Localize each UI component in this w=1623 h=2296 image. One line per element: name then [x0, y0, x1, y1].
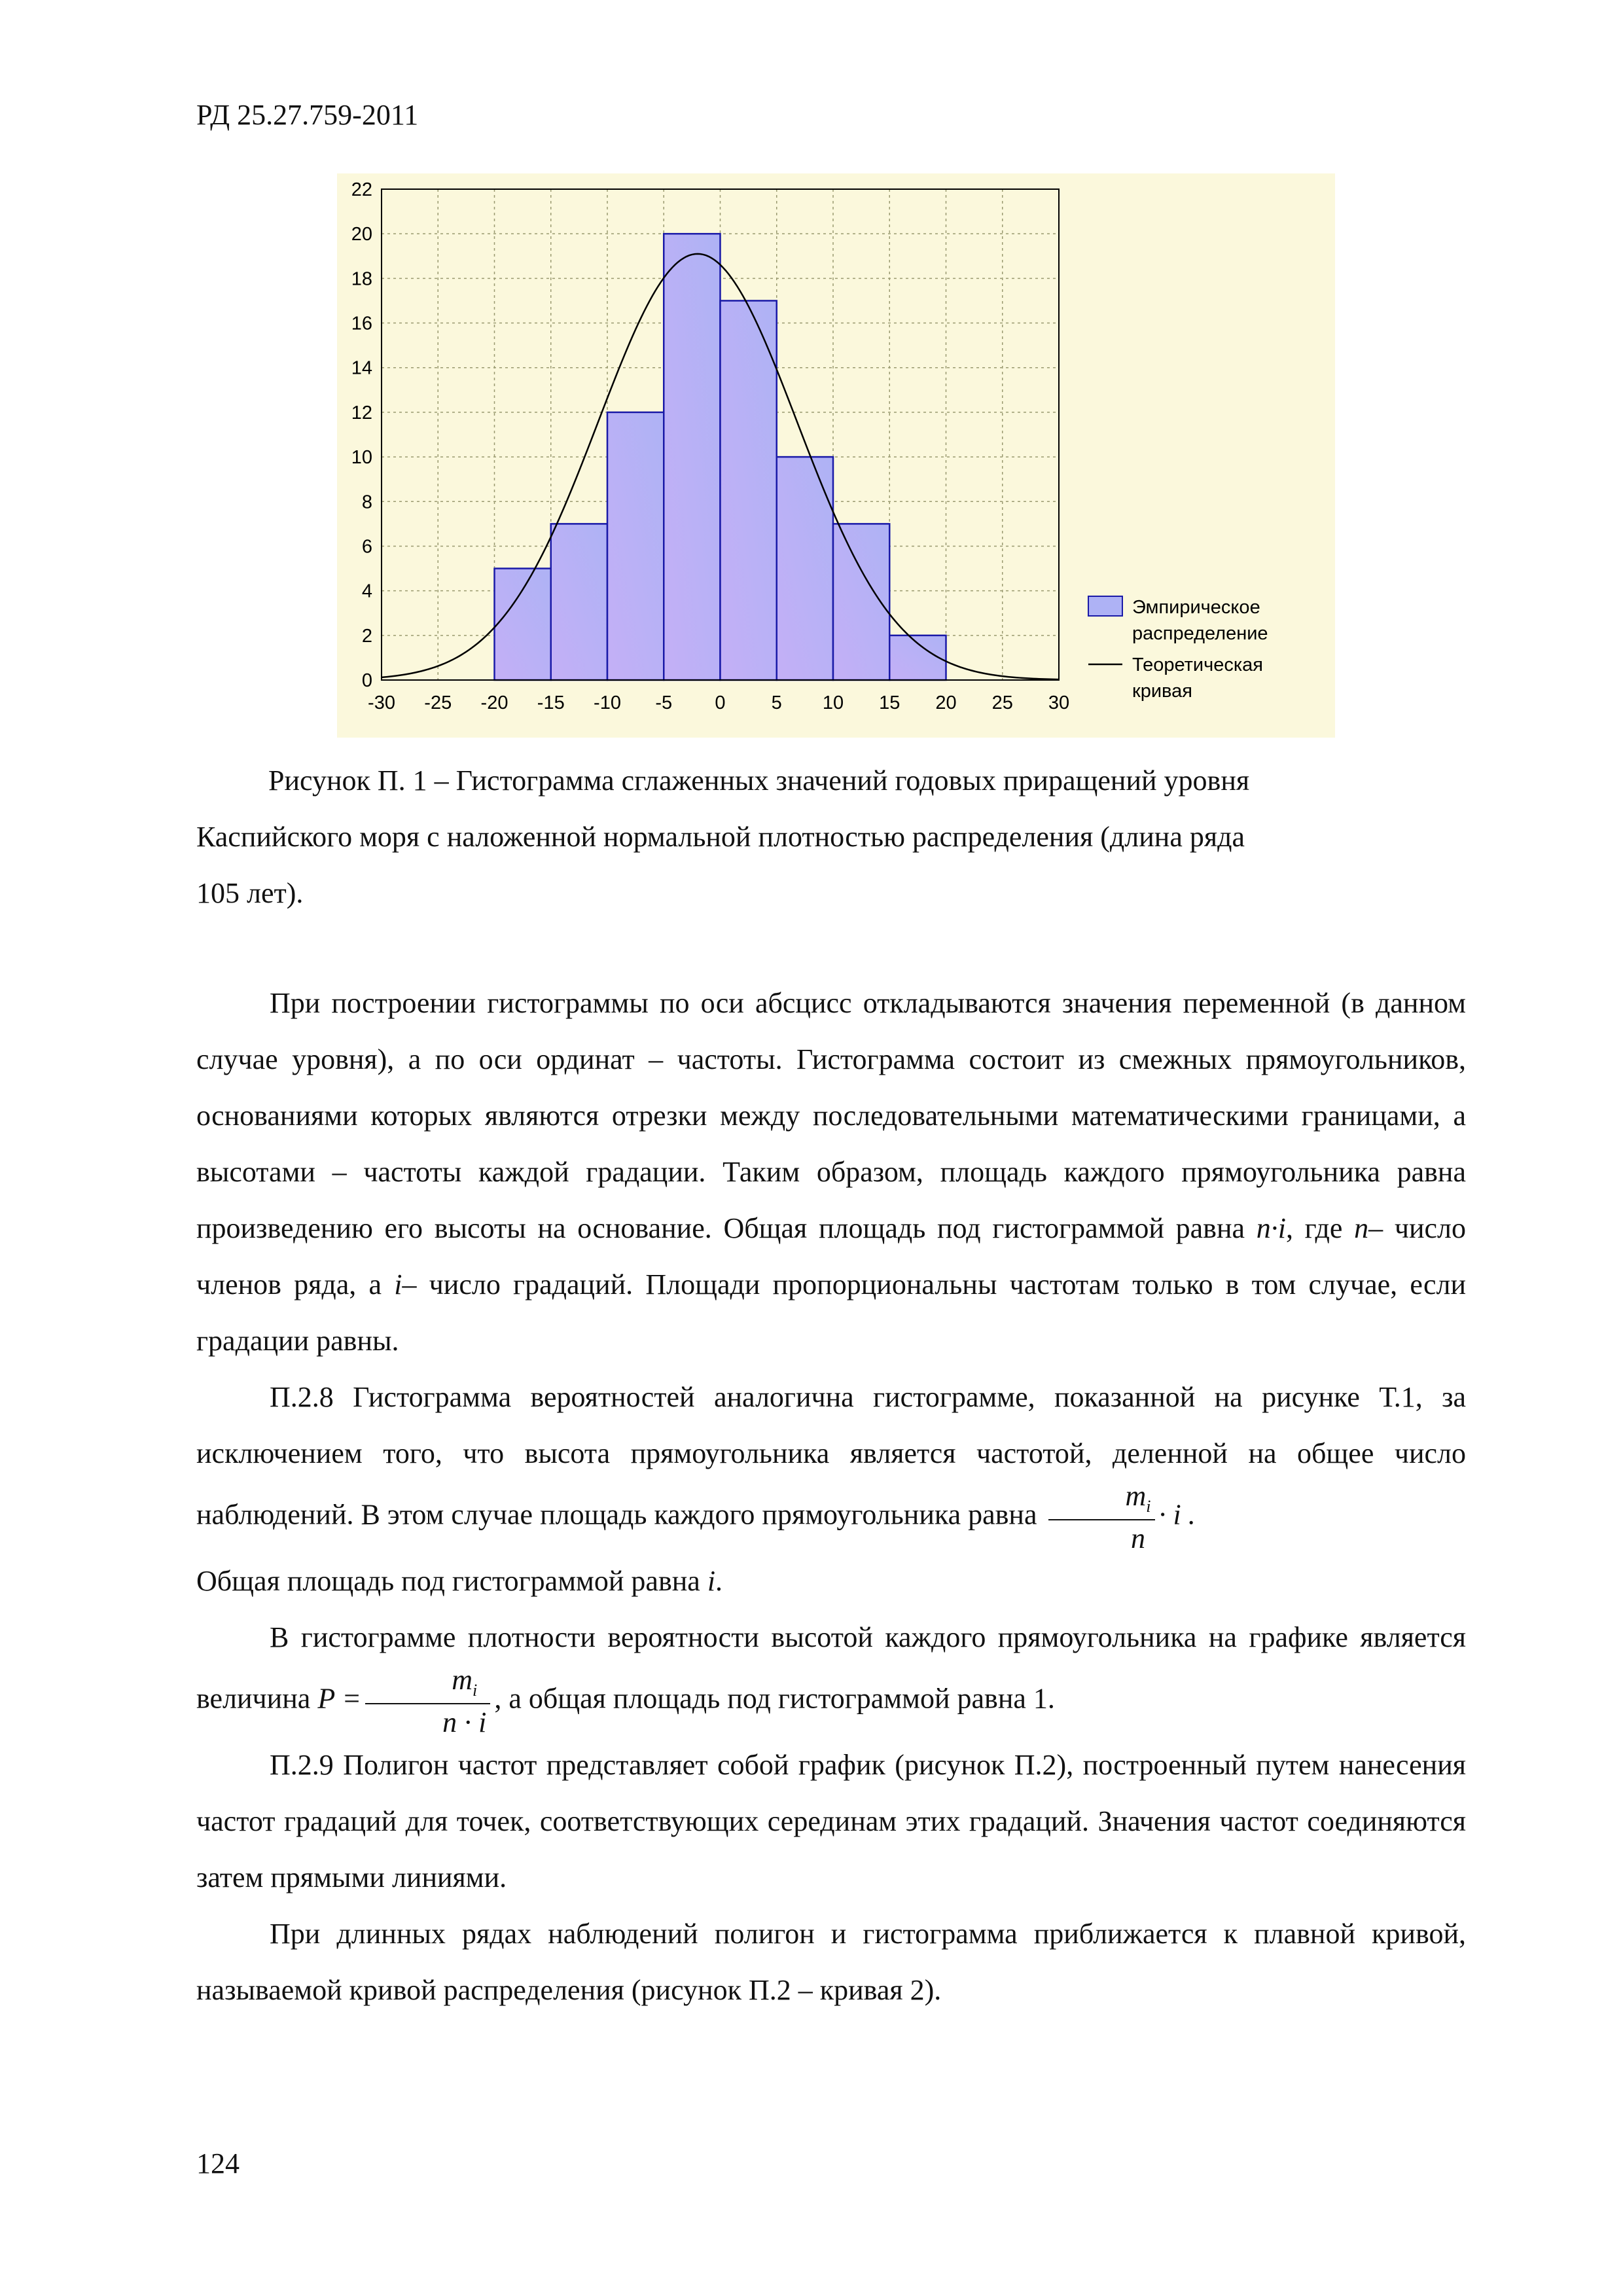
paragraph-4-end: , а общая площадь под гистограммой равна 1.	[494, 1682, 1055, 1715]
y-tick-label-11: 22	[351, 179, 372, 200]
x-tick-label-12: 30	[1048, 692, 1070, 713]
paragraph-2-tail: · i .	[1158, 1498, 1196, 1531]
frac-numerator-sub: i	[1146, 1496, 1151, 1516]
y-tick-label-0: 0	[361, 670, 372, 691]
fraction-mi-over-n	[1048, 1482, 1155, 1553]
paragraph-1-text: При построении гистограммы по оси абсцисс откладываются значения переменной (в данном случае уровня), а по оси ординат – частоты. Гистограмма состоит из смежных прямоугольников, основаниями которых являются отрезки между последовательными математическими границами, а высотами – частоты каждой градации. Таким образом, площадь каждого прямоугольника равна произведению его высоты на основание. Общая площадь под гистограммой равна	[196, 987, 1466, 1244]
document-header: РД 25.27.759-2011	[196, 99, 419, 131]
frac-numerator: m	[1125, 1480, 1147, 1512]
frac2-numerator: m	[452, 1663, 473, 1696]
legend-line-label-2: кривая	[1132, 681, 1192, 702]
paragraph-1-mid-1: , где	[1285, 1212, 1343, 1244]
y-tick-label-1: 2	[361, 625, 372, 647]
formula-p-lhs: P =	[317, 1682, 362, 1715]
x-tick-label-6: 0	[715, 692, 726, 713]
y-tick-label-10: 20	[351, 224, 372, 245]
paragraph-2-text: П.2.8 Гистограмма вероятностей аналогична гистограмме, показанной на рисунке Т.1, за исключением того, что высота прямоугольника является частотой, деленной на общее число наблюдений. В этом случае площадь каждого прямоугольника равна	[196, 1381, 1466, 1531]
x-tick-label-7: 5	[771, 692, 782, 713]
paragraph-distribution-curve: При длинных рядах наблюдений полигон и гистограмма приближается к плавной кривой, называемой кривой распределения (рисунок П.2 – кривая 2).	[196, 1917, 1466, 2006]
histogram-figure	[337, 173, 1335, 738]
paragraph-total-area	[196, 1553, 1466, 1609]
paragraph-1-mid-2: – число членов ряда, а	[196, 1212, 1466, 1300]
paragraph-histogram-construction	[196, 975, 1466, 1369]
y-tick-label-7: 14	[351, 357, 372, 379]
x-tick-label-5: -5	[655, 692, 673, 713]
var-i: i	[394, 1268, 402, 1300]
legend-bars-label-1: Эмпирическое	[1132, 597, 1260, 618]
y-tick-label-4: 8	[361, 492, 372, 513]
x-tick-label-9: 15	[879, 692, 901, 713]
x-tick-label-2: -20	[480, 692, 508, 713]
paragraph-3-start: Общая площадь под гистограммой равна	[196, 1564, 700, 1597]
legend-bars-label-2: распределение	[1132, 623, 1268, 644]
y-tick-label-5: 10	[351, 447, 372, 469]
body-text	[196, 975, 1466, 2018]
var-n: n	[1354, 1212, 1369, 1244]
x-tick-label-1: -25	[424, 692, 452, 713]
legend-bar-swatch	[1088, 596, 1122, 616]
page-number: 124	[196, 2147, 240, 2179]
figure-caption	[196, 753, 1466, 922]
y-tick-label-2: 4	[361, 581, 372, 602]
histogram-bar-1	[551, 524, 607, 680]
histogram-bar-3	[664, 234, 720, 680]
x-tick-label-4: -10	[594, 692, 621, 713]
y-tick-label-9: 18	[351, 268, 372, 290]
chart-legend	[1088, 596, 1268, 702]
x-tick-label-10: 20	[935, 692, 957, 713]
x-tick-label-0: -30	[368, 692, 395, 713]
x-tick-label-11: 25	[991, 692, 1013, 713]
frac2-numerator-sub: i	[472, 1680, 478, 1700]
paragraph-probability-histogram	[196, 1369, 1466, 1553]
fraction-mi-over-ni	[365, 1663, 490, 1738]
x-tick-label-8: 10	[822, 692, 844, 713]
paragraph-1-end: – число градаций. Площади пропорциональны частотам только в том случае, если градации равны.	[196, 1268, 1467, 1357]
paragraph-frequency-polygon: П.2.9 Полигон частот представляет собой график (рисунок П.2), построенный путем нанесения частот градаций для точек, соответствующих серединам этих градаций. Значения частот соединяются затем прямыми линиями.	[196, 1748, 1466, 1893]
legend-line-label-1: Теоретическая	[1132, 655, 1264, 675]
frac-denominator: n	[1131, 1522, 1145, 1554]
histogram-chart	[337, 173, 1335, 738]
var-i-total: i	[707, 1564, 716, 1597]
histogram-bar-2	[607, 412, 664, 680]
histogram-bar-0	[495, 569, 551, 680]
paragraph-4-text: В гистограмме плотности вероятности высотой каждого прямоугольника на графике является величина	[196, 1621, 1466, 1715]
caption-line-1: Рисунок П. 1 – Гистограмма сглаженных значений годовых приращений уровня	[268, 764, 1250, 797]
y-tick-label-6: 12	[351, 402, 372, 423]
x-tick-label-3: -15	[537, 692, 565, 713]
caption-line-2: Каспийского моря с наложенной нормальной плотностью распределения (длина ряда	[196, 821, 1245, 853]
y-tick-label-3: 6	[361, 536, 372, 558]
paragraph-density-histogram	[196, 1609, 1466, 1737]
histogram-bar-4	[721, 300, 777, 680]
caption-line-3: 105 лет).	[196, 877, 304, 909]
frac2-denominator: n · i	[442, 1706, 487, 1738]
paragraph-3-end: .	[715, 1564, 723, 1597]
y-tick-label-8: 16	[351, 313, 372, 334]
formula-n-i: n·i	[1256, 1212, 1286, 1244]
